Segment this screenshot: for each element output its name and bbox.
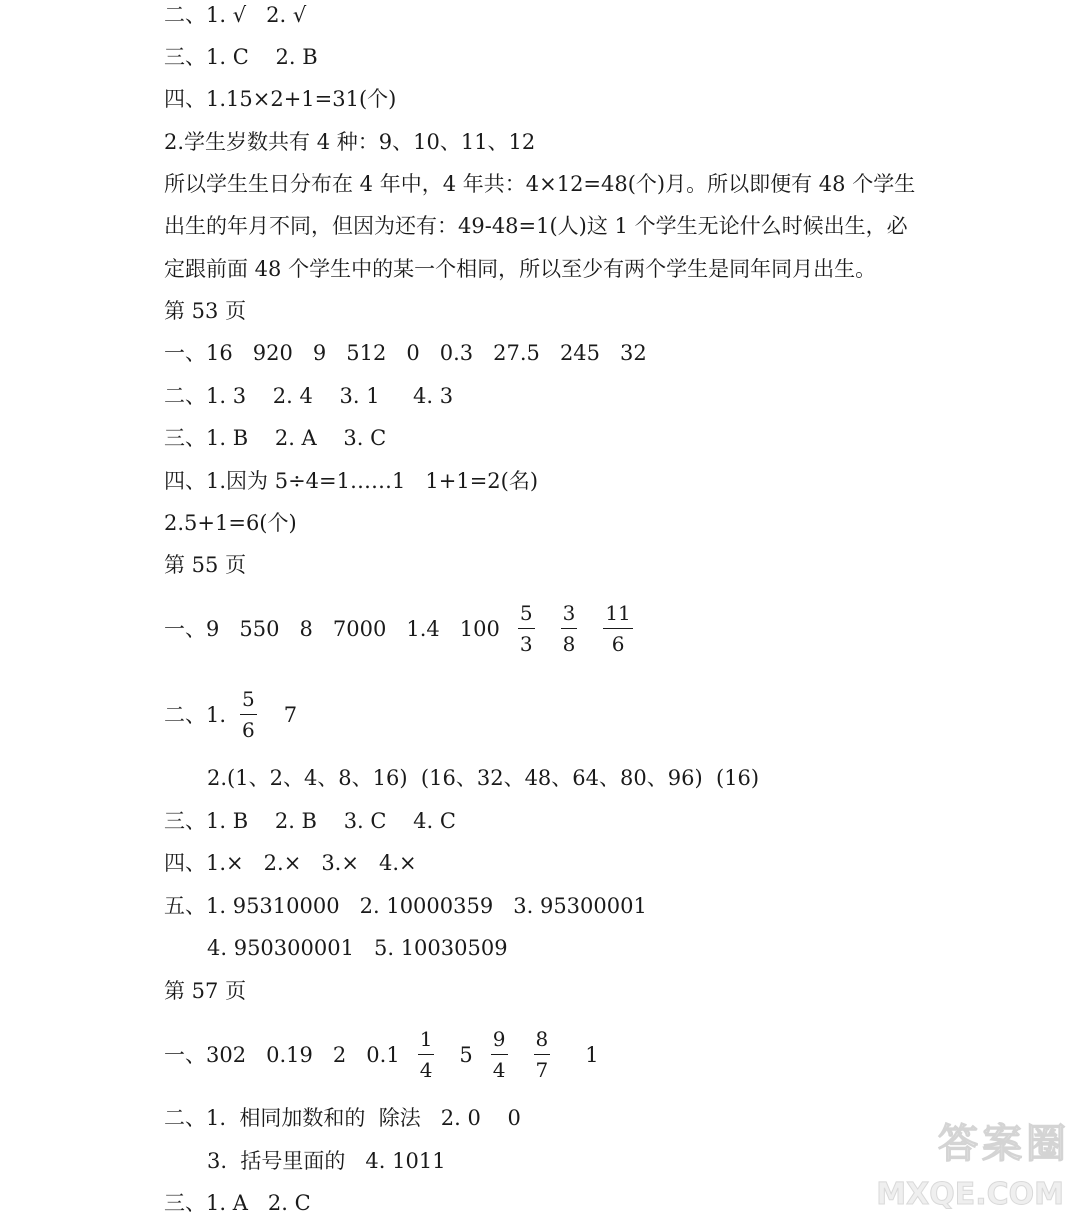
fraction bbox=[240, 686, 257, 743]
answer-line: 五、1. 95310000 2. 10000359 3. 95300001 bbox=[164, 894, 647, 918]
page-heading: 第 53 页 bbox=[164, 299, 247, 323]
numerator: 1 bbox=[418, 1026, 435, 1055]
answer-line: 4. 950300001 5. 10030509 bbox=[207, 936, 508, 960]
numerator: 11 bbox=[603, 600, 632, 629]
answer-line: 三、1. C 2. B bbox=[164, 45, 318, 69]
fraction bbox=[518, 600, 535, 657]
numerator: 8 bbox=[534, 1026, 551, 1055]
denominator: 3 bbox=[519, 632, 533, 656]
answer-line: 三、1. A 2. C bbox=[164, 1191, 311, 1215]
fraction bbox=[534, 1026, 551, 1083]
answer-text: 1 bbox=[585, 1042, 599, 1067]
numerator: 3 bbox=[561, 600, 578, 629]
answer-line: 二、1. 3 2. 4 3. 1 4. 3 bbox=[164, 384, 454, 408]
answer-line: 四、1.× 2.× 3.× 4.× bbox=[164, 851, 417, 875]
answer-line: 二、1. √ 2. √ bbox=[164, 3, 307, 27]
page-heading: 第 55 页 bbox=[164, 553, 247, 577]
fraction bbox=[418, 1026, 435, 1083]
denominator: 6 bbox=[242, 718, 255, 742]
denominator: 7 bbox=[535, 1058, 549, 1082]
denominator: 8 bbox=[562, 632, 576, 656]
answer-line: 三、1. B 2. B 3. C 4. C bbox=[164, 809, 456, 833]
fraction bbox=[491, 1026, 508, 1083]
answer-line: 三、1. B 2. A 3. C bbox=[164, 426, 387, 450]
answer-line-fractions bbox=[164, 1026, 599, 1083]
watermark-logo bbox=[876, 1112, 1070, 1212]
answer-line: 二、1. 相同加数和的 除法 2. 0 0 bbox=[164, 1106, 521, 1130]
answer-text: 一、302 0.19 2 0.1 bbox=[164, 1042, 400, 1067]
answer-text: 二、1. bbox=[164, 702, 227, 727]
fraction bbox=[561, 600, 578, 657]
answer-line: 2.学生岁数共有 4 种：9、10、11、12 bbox=[164, 130, 536, 154]
fraction bbox=[603, 600, 632, 657]
numerator: 5 bbox=[518, 600, 535, 629]
page-heading: 第 57 页 bbox=[164, 979, 247, 1003]
answer-line-fractions bbox=[164, 600, 646, 657]
answer-line: 一、16 920 9 512 0 0.3 27.5 245 32 bbox=[164, 341, 647, 365]
answer-line: 2.5+1=6(个) bbox=[164, 511, 297, 535]
denominator: 6 bbox=[611, 632, 625, 656]
denominator: 4 bbox=[419, 1058, 433, 1082]
numerator: 5 bbox=[240, 686, 257, 715]
denominator: 4 bbox=[492, 1058, 506, 1082]
watermark-url: MXQE.COM bbox=[876, 1177, 1064, 1212]
answer-line: 四、1.因为 5÷4=1……1 1+1=2(名) bbox=[164, 469, 539, 493]
answer-line: 定跟前面 48 个学生中的某一个相同，所以至少有两个学生是同年同月出生。 bbox=[164, 257, 877, 281]
answer-text: 7 bbox=[283, 702, 298, 727]
numerator: 9 bbox=[491, 1026, 508, 1055]
watermark-title: 答案圈 bbox=[938, 1121, 1070, 1167]
answer-line: 3. 括号里面的 4. 1011 bbox=[207, 1149, 446, 1173]
answer-text: 5 bbox=[459, 1042, 473, 1067]
answer-line: 2.(1、2、4、8、16) (16、32、48、64、80、96) (16) bbox=[207, 766, 760, 790]
answer-line: 所以学生生日分布在 4 年中，4 年共：4×12=48(个)月。所以即便有 48 个学生 bbox=[164, 172, 916, 196]
answer-line-fractions bbox=[164, 686, 297, 743]
answer-line: 出生的年月不同，但因为还有：49-48=1(人)这 1 个学生无论什么时候出生，必 bbox=[164, 214, 908, 238]
answer-text: 一、9 550 8 7000 1.4 100 bbox=[164, 616, 500, 641]
answer-line: 四、1.15×2+1=31(个) bbox=[164, 87, 397, 111]
